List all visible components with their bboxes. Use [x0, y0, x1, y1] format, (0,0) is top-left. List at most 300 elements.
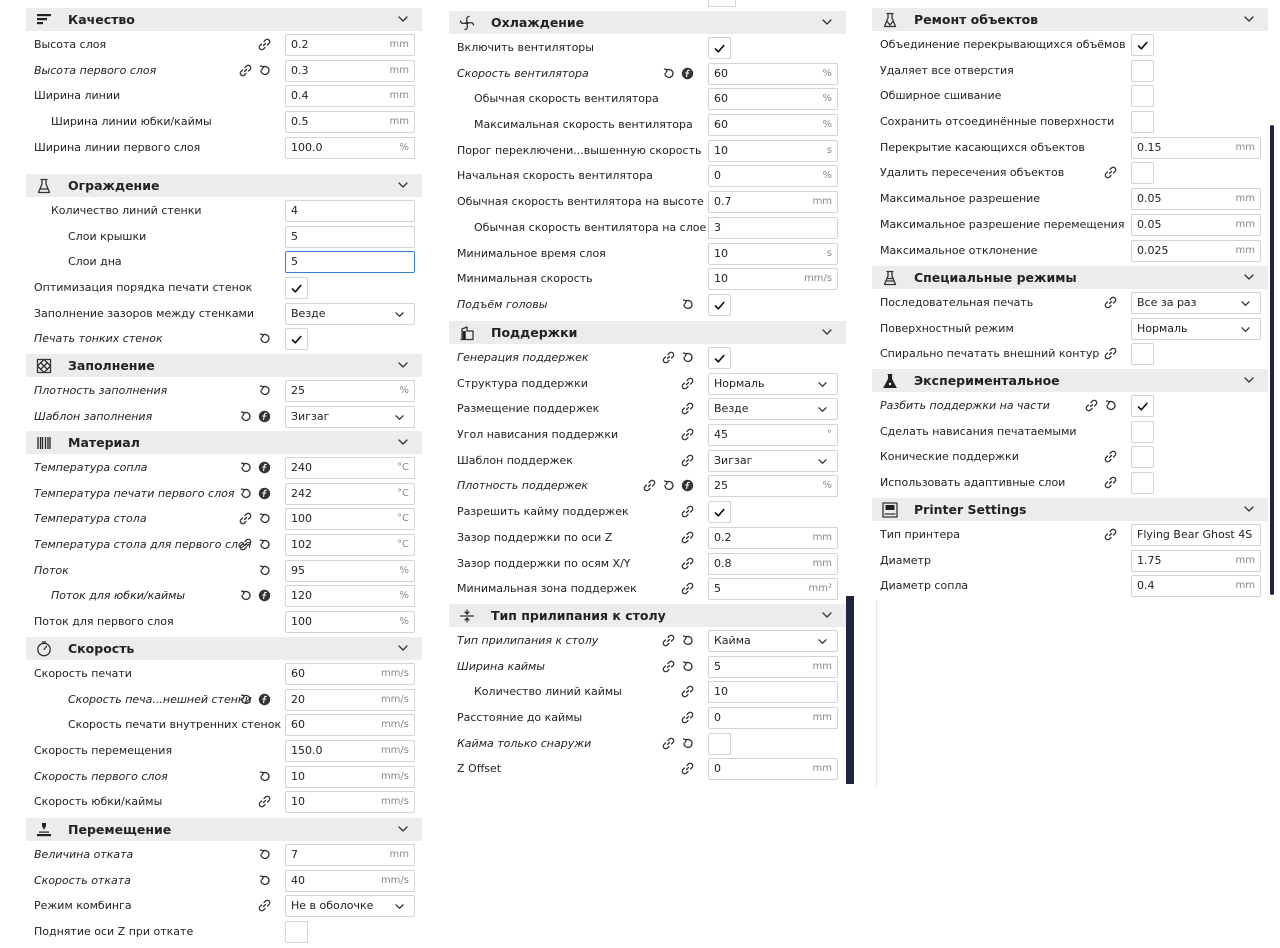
section-printer-settings	[872, 496, 1268, 599]
setting-input[interactable]	[708, 165, 838, 187]
reset-icon[interactable]	[1104, 399, 1117, 412]
setting-row	[872, 419, 1268, 445]
setting-input[interactable]	[285, 200, 415, 222]
setting-value: Зигзаг	[714, 453, 753, 467]
setting-row	[449, 525, 846, 551]
section-заполнение	[26, 352, 422, 429]
setting-value: Flying Bear Ghost 4S	[1137, 528, 1253, 541]
reset-icon[interactable]	[662, 479, 675, 492]
setting-label: Начальная скорость вентилятора	[457, 169, 653, 183]
setting-value: 150.0	[291, 744, 323, 758]
reset-icon[interactable]	[239, 693, 252, 706]
setting-value: 0	[714, 762, 721, 776]
setting-label: Шаблон заполнения	[34, 409, 153, 423]
setting-row	[872, 393, 1268, 419]
section-title: Скорость	[68, 641, 135, 656]
setting-row	[26, 249, 422, 275]
setting-label: Скорость печа...нешней стенки	[68, 692, 252, 706]
reset-icon[interactable]	[258, 564, 271, 577]
section-header[interactable]	[449, 604, 846, 627]
setting-checkbox[interactable]	[1131, 446, 1154, 468]
adhesion-icon	[459, 608, 475, 624]
setting-input[interactable]	[708, 140, 838, 162]
setting-row	[26, 404, 422, 430]
setting-label: Поднятие оси Z при откате	[34, 925, 194, 939]
link-icon[interactable]	[643, 479, 656, 492]
column-2-scrollbar[interactable]	[846, 596, 854, 784]
setting-input[interactable]	[285, 226, 415, 248]
setting-label: Температура стола	[34, 512, 147, 526]
chevron-down-icon[interactable]	[396, 358, 410, 372]
setting-input[interactable]	[708, 268, 838, 290]
setting-input[interactable]	[1131, 188, 1261, 210]
reset-icon[interactable]	[681, 660, 694, 673]
setting-row	[26, 83, 422, 109]
setting-unit: mm²	[808, 583, 832, 595]
setting-checkbox[interactable]	[1131, 395, 1154, 417]
section-header[interactable]	[449, 11, 846, 34]
setting-value: 0.15	[1137, 140, 1162, 154]
setting-input[interactable]	[708, 707, 838, 729]
section-header[interactable]	[449, 321, 846, 344]
setting-input[interactable]	[708, 758, 838, 780]
setting-value: 102	[291, 538, 312, 552]
reset-icon[interactable]	[258, 64, 271, 77]
setting-row	[872, 290, 1268, 316]
reset-icon[interactable]	[258, 384, 271, 397]
setting-input[interactable]	[285, 457, 415, 479]
chevron-down-icon	[393, 900, 406, 913]
section-поддержки	[449, 319, 846, 602]
section-тип-прилипания-к-столу	[449, 602, 846, 782]
link-icon[interactable]	[1104, 296, 1117, 309]
setting-row	[26, 326, 422, 352]
function-icon[interactable]	[258, 589, 271, 602]
link-icon[interactable]	[258, 899, 271, 912]
setting-checkbox[interactable]	[1131, 472, 1154, 494]
setting-label: Объединение перекрывающихся объёмов	[880, 38, 1126, 51]
reset-icon[interactable]	[258, 538, 271, 551]
link-icon[interactable]	[1104, 528, 1117, 541]
setting-input[interactable]	[708, 475, 838, 497]
link-icon[interactable]	[681, 762, 694, 775]
chevron-down-icon[interactable]	[1242, 373, 1256, 387]
setting-input[interactable]	[285, 766, 415, 788]
setting-checkbox[interactable]	[708, 294, 731, 316]
reset-icon[interactable]	[258, 332, 271, 345]
setting-checkbox[interactable]	[285, 328, 308, 350]
setting-checkbox[interactable]	[285, 277, 308, 299]
setting-label: Скорость первого слоя	[34, 769, 168, 783]
setting-label: Зазор поддержки по оси Z	[457, 530, 613, 544]
setting-unit: mm	[1235, 580, 1255, 592]
reset-icon[interactable]	[681, 351, 694, 364]
setting-label: Максимальное разрешение перемещения	[880, 217, 1125, 231]
setting-label: Угол нависания поддержки	[457, 428, 619, 442]
setting-input[interactable]	[708, 243, 838, 265]
setting-input[interactable]	[285, 380, 415, 402]
setting-unit: %	[399, 385, 409, 396]
reset-icon[interactable]	[681, 634, 694, 647]
section-title: Перемещение	[68, 822, 172, 837]
setting-input[interactable]	[1131, 214, 1261, 236]
setting-value: 10	[714, 685, 728, 699]
setting-value: 5	[291, 229, 298, 243]
setting-row	[26, 58, 422, 84]
setting-input[interactable]	[285, 34, 415, 56]
reset-icon[interactable]	[239, 461, 252, 474]
setting-value: 1.75	[1137, 553, 1162, 567]
setting-label: Разрешить кайму поддержек	[457, 505, 629, 519]
setting-row	[26, 789, 422, 815]
link-icon[interactable]	[681, 377, 694, 390]
setting-input[interactable]	[708, 553, 838, 575]
setting-dropdown[interactable]	[708, 630, 838, 652]
setting-label: Кайма только снаружи	[457, 736, 592, 750]
quality-icon	[36, 12, 52, 28]
setting-value: 5	[714, 659, 721, 673]
setting-row	[872, 58, 1268, 84]
setting-input[interactable]	[708, 63, 838, 85]
setting-label: Поток для юбки/каймы	[51, 589, 186, 603]
setting-row	[449, 189, 846, 215]
section-title: Ограждение	[68, 178, 160, 193]
setting-value: 60	[291, 718, 305, 732]
link-icon[interactable]	[1104, 450, 1117, 463]
link-icon[interactable]	[681, 685, 694, 698]
section-header[interactable]	[26, 354, 422, 377]
setting-input[interactable]	[1131, 137, 1261, 159]
section-title: Качество	[68, 12, 135, 27]
settings-column-2	[449, 9, 846, 785]
chevron-down-icon[interactable]	[396, 641, 410, 655]
setting-input[interactable]	[285, 60, 415, 82]
link-icon[interactable]	[681, 505, 694, 518]
setting-dropdown[interactable]	[285, 406, 415, 428]
special-modes-icon	[882, 270, 898, 286]
setting-label: Скорость печати внутренних стенок	[68, 718, 282, 732]
chevron-down-icon[interactable]	[820, 15, 834, 29]
chevron-down-icon[interactable]	[396, 822, 410, 836]
setting-value: 25	[291, 384, 305, 397]
link-icon[interactable]	[681, 402, 694, 415]
setting-unit: mm	[812, 557, 832, 569]
setting-dropdown[interactable]	[1131, 318, 1261, 340]
chevron-down-icon[interactable]	[396, 178, 410, 192]
section-ремонт-объектов	[872, 6, 1268, 263]
setting-label: Использовать адаптивные слои	[880, 476, 1066, 490]
setting-row	[449, 345, 846, 371]
setting-input[interactable]	[285, 714, 415, 736]
setting-input[interactable]	[285, 791, 415, 813]
section-header[interactable]	[26, 431, 422, 454]
setting-row	[26, 378, 422, 404]
setting-label: Оптимизация порядка печати стенок	[34, 281, 253, 295]
setting-value: 60	[714, 118, 728, 132]
chevron-down-icon	[393, 411, 406, 424]
setting-checkbox[interactable]	[708, 501, 731, 523]
setting-value: 10	[714, 143, 728, 157]
setting-row	[449, 112, 846, 138]
setting-label: Ширина линии первого слоя	[34, 140, 201, 154]
setting-input[interactable]	[708, 424, 838, 446]
link-icon[interactable]	[681, 582, 694, 595]
function-icon[interactable]	[681, 67, 694, 80]
setting-label: Удаляет все отверстия	[880, 63, 1014, 77]
setting-label: Конические поддержки	[880, 450, 1019, 464]
reset-icon[interactable]	[239, 410, 252, 423]
section-header[interactable]	[26, 8, 422, 31]
chevron-down-icon[interactable]	[1242, 502, 1256, 516]
setting-input[interactable]	[285, 534, 415, 556]
function-icon[interactable]	[258, 461, 271, 474]
link-icon[interactable]	[239, 512, 252, 525]
setting-label: Поток	[34, 563, 69, 577]
setting-value: 40	[291, 873, 305, 887]
setting-row	[449, 731, 846, 757]
setting-row	[449, 86, 846, 112]
setting-checkbox[interactable]	[285, 921, 308, 943]
reset-icon[interactable]	[681, 737, 694, 750]
function-icon[interactable]	[258, 487, 271, 500]
setting-input[interactable]	[285, 740, 415, 762]
setting-label: Генерация поддержек	[457, 351, 589, 364]
link-icon[interactable]	[258, 795, 271, 808]
setting-dropdown[interactable]	[285, 303, 415, 325]
setting-input[interactable]	[708, 217, 838, 239]
setting-label: Скорость перемещения	[34, 744, 173, 758]
link-icon[interactable]	[681, 557, 694, 570]
reset-icon[interactable]	[239, 589, 252, 602]
reset-icon[interactable]	[681, 298, 694, 311]
setting-checkbox[interactable]	[1131, 162, 1154, 184]
setting-unit: %	[822, 480, 832, 492]
link-icon[interactable]	[1104, 166, 1117, 179]
setting-unit: mm/s	[380, 874, 409, 886]
setting-input[interactable]	[1131, 240, 1261, 262]
setting-value: 20	[291, 692, 305, 706]
setting-value: 5	[714, 582, 721, 596]
link-icon[interactable]	[662, 660, 675, 673]
setting-value: Не в оболочке	[291, 899, 374, 913]
setting-label: Скорость печати	[34, 667, 132, 680]
setting-value: 45	[714, 428, 728, 442]
function-icon[interactable]	[258, 410, 271, 423]
reset-icon[interactable]	[662, 67, 675, 80]
setting-dropdown[interactable]	[285, 895, 415, 917]
section-header[interactable]	[872, 369, 1268, 392]
setting-row	[872, 83, 1268, 109]
setting-row	[26, 687, 422, 713]
setting-checkbox[interactable]	[708, 347, 731, 369]
setting-checkbox[interactable]	[1131, 85, 1154, 107]
setting-input[interactable]	[285, 663, 415, 685]
link-icon[interactable]	[1085, 399, 1098, 412]
setting-value: 100.0	[291, 140, 323, 154]
setting-checkbox[interactable]	[708, 733, 731, 755]
setting-label: Последовательная печать	[880, 296, 1034, 309]
setting-value: 0.8	[714, 556, 732, 570]
material-icon	[36, 435, 52, 451]
section-title: Специальные режимы	[914, 270, 1077, 285]
setting-value: 0.05	[1137, 192, 1162, 206]
setting-checkbox[interactable]	[708, 37, 731, 59]
setting-input[interactable]	[285, 585, 415, 607]
setting-row	[26, 481, 422, 507]
setting-label: Температура стола для первого слоя	[34, 538, 252, 552]
setting-row	[26, 109, 422, 135]
setting-input[interactable]	[708, 656, 838, 678]
setting-checkbox[interactable]	[1131, 421, 1154, 443]
setting-label: Перекрытие касающихся объектов	[880, 140, 1085, 154]
setting-input[interactable]	[285, 508, 415, 530]
setting-input[interactable]	[285, 560, 415, 582]
setting-row	[26, 198, 422, 224]
setting-row	[26, 135, 422, 161]
setting-unit: mm	[812, 712, 832, 724]
setting-value: 100	[291, 512, 312, 526]
setting-row	[449, 551, 846, 577]
link-icon[interactable]	[662, 351, 675, 364]
setting-row	[872, 548, 1268, 574]
setting-input[interactable]	[708, 191, 838, 213]
column-3-scrollbar[interactable]	[1270, 125, 1274, 595]
setting-checkbox[interactable]	[1131, 34, 1154, 56]
setting-input[interactable]	[285, 111, 415, 133]
setting-input[interactable]	[285, 85, 415, 107]
setting-row	[872, 212, 1268, 238]
setting-value: Везде	[714, 402, 749, 416]
link-icon[interactable]	[662, 737, 675, 750]
section-header[interactable]	[872, 8, 1268, 31]
setting-input[interactable]	[708, 114, 838, 136]
section-header[interactable]	[26, 174, 422, 197]
section-header[interactable]	[26, 637, 422, 660]
setting-value: Нормаль	[714, 376, 765, 390]
link-icon[interactable]	[258, 38, 271, 51]
setting-dropdown[interactable]	[1131, 292, 1261, 314]
setting-label: Ширина каймы	[457, 659, 545, 673]
chevron-down-icon[interactable]	[820, 608, 834, 622]
chevron-down-icon[interactable]	[396, 435, 410, 449]
setting-dropdown[interactable]	[708, 398, 838, 420]
setting-row	[26, 842, 422, 868]
link-icon[interactable]	[681, 531, 694, 544]
setting-input[interactable]	[1131, 550, 1261, 572]
setting-label: Высота первого слоя	[34, 63, 157, 77]
section-header[interactable]	[872, 498, 1268, 521]
chevron-down-icon[interactable]	[820, 325, 834, 339]
link-icon[interactable]	[1104, 347, 1117, 360]
setting-value: 0	[714, 169, 721, 183]
setting-label: Зазор поддержки по осям X/Y	[457, 556, 631, 570]
setting-dropdown[interactable]	[708, 450, 838, 472]
setting-row	[449, 61, 846, 87]
setting-input[interactable]	[708, 88, 838, 110]
setting-value: 10	[291, 795, 305, 809]
setting-input[interactable]	[285, 137, 415, 159]
setting-row	[449, 473, 846, 499]
link-icon[interactable]	[239, 64, 252, 77]
setting-row	[872, 522, 1268, 548]
function-icon[interactable]	[681, 479, 694, 492]
setting-input[interactable]	[285, 611, 415, 633]
section-header[interactable]	[26, 818, 422, 841]
setting-value: 120	[291, 589, 312, 603]
reset-icon[interactable]	[258, 848, 271, 861]
link-icon[interactable]	[239, 538, 252, 551]
setting-input[interactable]	[285, 251, 415, 273]
setting-label: Обширное сшивание	[880, 89, 1002, 103]
setting-value: 95	[291, 563, 305, 577]
setting-row	[449, 448, 846, 474]
setting-label: Тип принтера	[880, 528, 960, 541]
setting-input[interactable]	[1131, 575, 1261, 597]
setting-value: Все за раз	[1137, 296, 1197, 309]
setting-label: Поток для первого слоя	[34, 615, 174, 629]
setting-checkbox[interactable]	[1131, 60, 1154, 82]
setting-dropdown[interactable]	[708, 373, 838, 395]
setting-label: Структура поддержки	[457, 376, 588, 390]
setting-row	[872, 573, 1268, 599]
setting-unit: °C	[397, 539, 409, 551]
setting-input[interactable]	[1131, 524, 1261, 546]
reset-icon[interactable]	[239, 487, 252, 500]
chevron-down-icon[interactable]	[396, 12, 410, 26]
column-2-top-tab	[708, 0, 736, 7]
setting-unit: %	[822, 93, 832, 105]
setting-label: Слои дна	[68, 255, 122, 269]
setting-row	[449, 756, 846, 782]
setting-unit: s	[826, 144, 832, 156]
setting-label: Печать тонких стенок	[34, 332, 163, 346]
chevron-down-icon[interactable]	[1242, 12, 1256, 26]
link-icon[interactable]	[681, 711, 694, 724]
cooling-icon	[459, 15, 475, 31]
setting-unit: %	[399, 590, 409, 602]
setting-value: 0.2	[291, 38, 309, 51]
link-icon[interactable]	[681, 428, 694, 441]
setting-checkbox[interactable]	[1131, 111, 1154, 133]
link-icon[interactable]	[1104, 476, 1117, 489]
setting-input[interactable]	[708, 681, 838, 703]
setting-checkbox[interactable]	[1131, 343, 1154, 365]
setting-unit: %	[822, 119, 832, 131]
setting-input[interactable]	[708, 527, 838, 549]
setting-label: Максимальное отклонение	[880, 243, 1038, 257]
setting-value: 60	[291, 667, 305, 680]
setting-label: Удалить пересечения объектов	[880, 166, 1065, 180]
setting-input[interactable]	[285, 870, 415, 892]
setting-value: 0.05	[1137, 217, 1162, 231]
reset-icon[interactable]	[258, 512, 271, 525]
setting-unit: mm	[812, 196, 832, 208]
link-icon[interactable]	[681, 454, 694, 467]
setting-value: 0	[714, 711, 721, 725]
setting-input[interactable]	[285, 483, 415, 505]
setting-input[interactable]	[708, 578, 838, 600]
setting-unit: mm/s	[803, 273, 832, 285]
reset-icon[interactable]	[258, 770, 271, 783]
function-icon[interactable]	[258, 693, 271, 706]
section-header[interactable]	[872, 266, 1268, 289]
setting-row	[872, 316, 1268, 342]
setting-input[interactable]	[285, 689, 415, 711]
setting-input[interactable]	[285, 844, 415, 866]
link-icon[interactable]	[662, 634, 675, 647]
chevron-down-icon[interactable]	[1242, 270, 1256, 284]
reset-icon[interactable]	[258, 874, 271, 887]
